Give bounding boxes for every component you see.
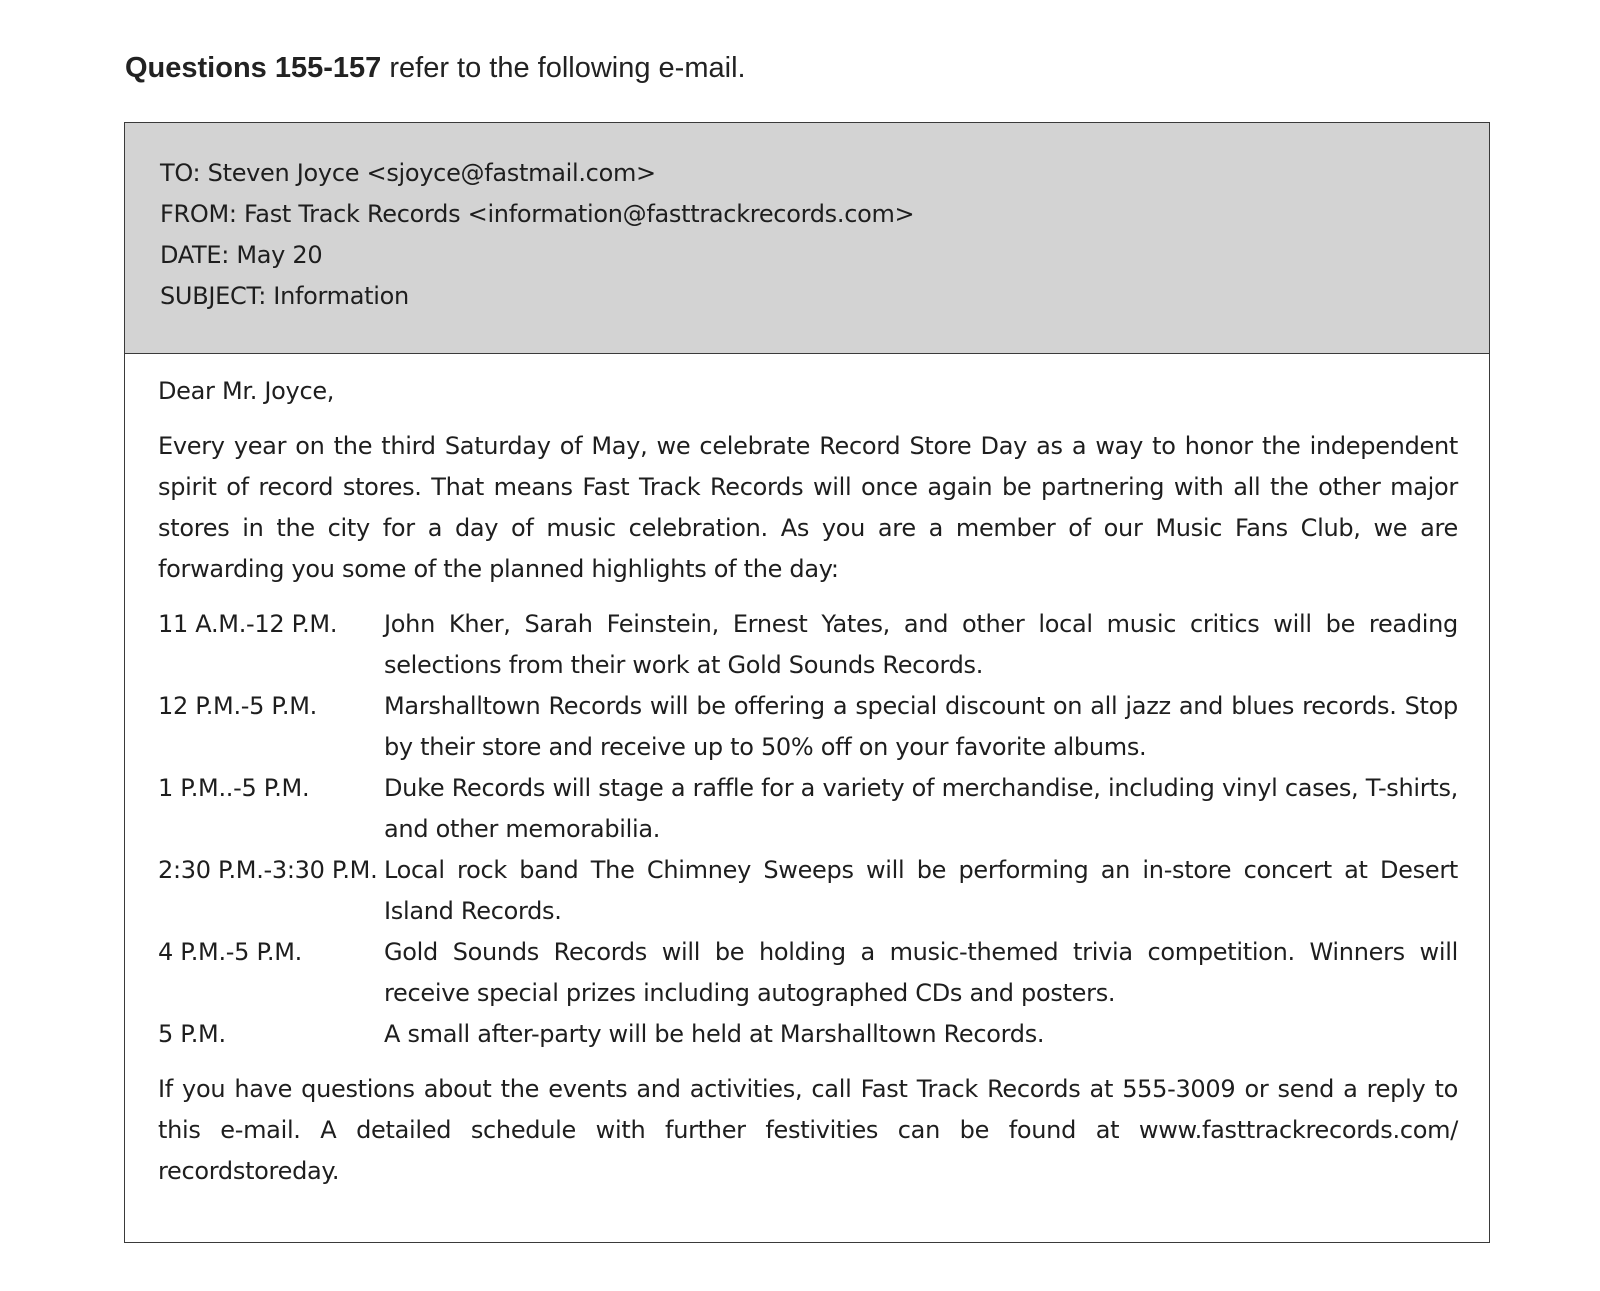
schedule-time: 1 P.M..-5 P.M. (158, 774, 310, 802)
schedule-time: 5 P.M. (158, 1020, 226, 1048)
schedule-description: Duke Records will stage a raffle for a variety of merchandise, including vinyl cases, T-shirts, and other memorabilia. (384, 774, 1458, 843)
email-greeting: Dear Mr. Joyce, (158, 377, 335, 405)
question-range: Questions 155-157 (125, 52, 382, 84)
email-from: FROM: Fast Track Records <information@fasttrackrecords.com> (160, 200, 915, 228)
email-to: TO: Steven Joyce <sjoyce@fastmail.com> (160, 159, 656, 187)
schedule-time: 11 A.M.-12 P.M. (158, 610, 338, 638)
schedule-description: Local rock band The Chimney Sweeps will be performing an in-store concert at Desert Island Records. (384, 856, 1458, 925)
question-intro (125, 52, 746, 85)
schedule-time: 2:30 P.M.-3:30 P.M. (158, 856, 378, 884)
email-subject: SUBJECT: Information (160, 282, 409, 310)
event-schedule (158, 604, 1458, 1055)
schedule-row (158, 850, 1458, 932)
schedule-row (158, 768, 1458, 850)
schedule-description: Marshalltown Records will be offering a special discount on all jazz and blues records. Stop by their store and receive up to 50% off on your favorite albums. (384, 692, 1458, 761)
schedule-row (158, 686, 1458, 768)
email-closing-paragraph: If you have questions about the events and activities, call Fast Track Records at 555-3009 or send a reply to this e-mail. A detailed schedule with further festivities can be found at www.fasttrackrecords.com/ recordstoreday. (158, 1075, 1458, 1185)
email-body (158, 371, 1458, 1192)
email-header (125, 123, 1489, 354)
email-box (124, 122, 1490, 1243)
schedule-time: 4 P.M.-5 P.M. (158, 938, 302, 966)
schedule-description: Gold Sounds Records will be holding a music-themed trivia competition. Winners will receive special prizes including autographed CDs and posters. (384, 938, 1458, 1007)
email-date: DATE: May 20 (160, 241, 323, 269)
schedule-row (158, 932, 1458, 1014)
email-intro-paragraph: Every year on the third Saturday of May, we celebrate Record Store Day as a way to honor the independent spirit of record stores. That means Fast Track Records will once again be partnering with all the other major stores in the city for a day of music celebration. As you are a member of our Music Fans Club, we are forwarding you some of the planned highlights of the day: (158, 432, 1458, 583)
schedule-row (158, 604, 1458, 686)
schedule-row (158, 1014, 1458, 1055)
schedule-description: A small after-party will be held at Marshalltown Records. (384, 1020, 1045, 1048)
schedule-time: 12 P.M.-5 P.M. (158, 692, 317, 720)
question-intro-text: refer to the following e-mail. (381, 52, 746, 84)
schedule-description: John Kher, Sarah Feinstein, Ernest Yates, and other local music critics will be reading selections from their work at Gold Sounds Records. (384, 610, 1458, 679)
